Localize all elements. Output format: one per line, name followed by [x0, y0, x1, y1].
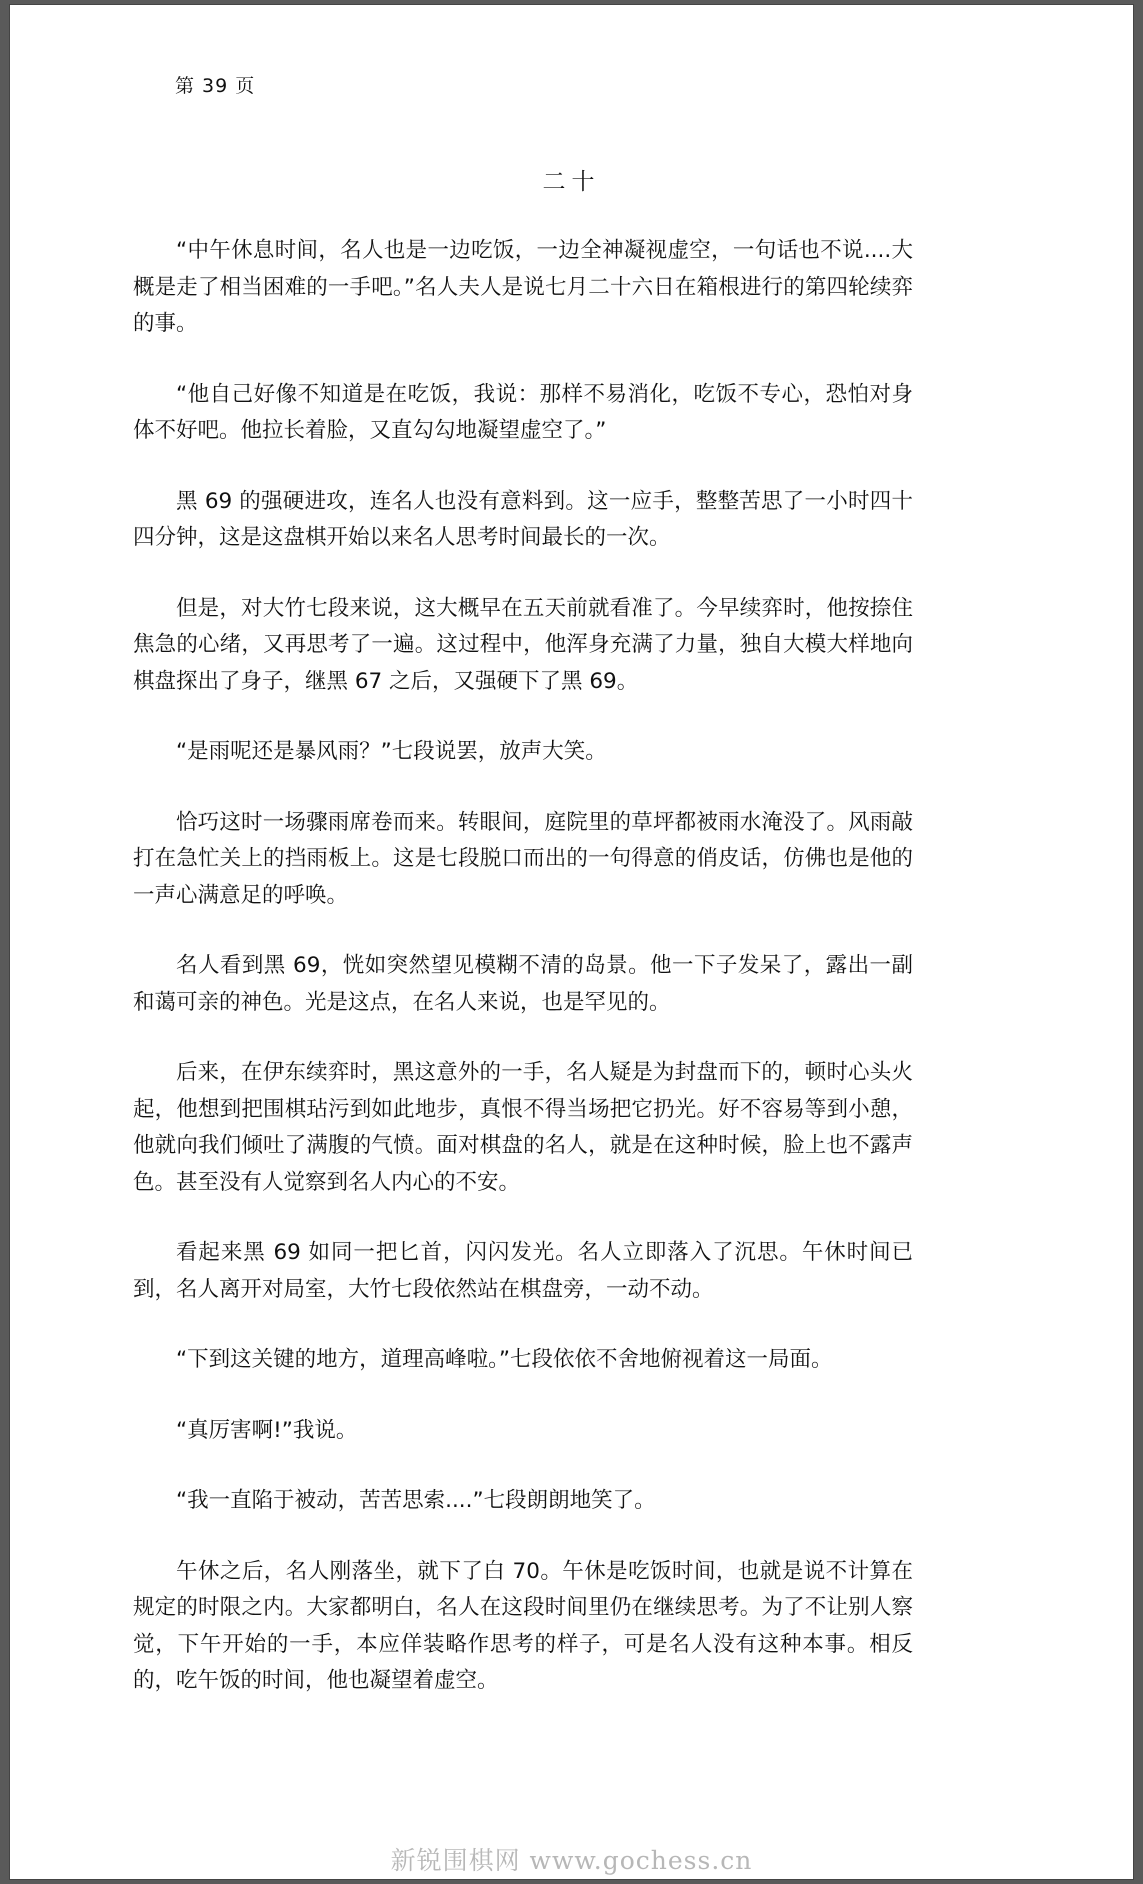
paragraph: 看起来黑 69 如同一把匕首，闪闪发光。名人立即落入了沉思。午休时间已到，名人离开对局室，大竹七段依然站在棋盘旁，一动不动。 — [133, 1240, 913, 1302]
paragraph: 午休之后，名人刚落坐，就下了白 70。午休是吃饭时间，也就是说不计算在规定的时限之内。大家都明白，名人在这段时间里仍在继续思考。为了不让别人察觉，下午开始的一手，本应佯装略作思考的样子，可是名人没有这种本事。相反的，吃午饭的时间，他也凝望着虚空。 — [133, 1558, 913, 1693]
paragraph: 但是，对大竹七段来说，这大概早在五天前就看准了。今早续弈时，他按捺住焦急的心绪，又再思考了一遍。这过程中，他浑身充满了力量，独自大模大样地向棋盘探出了身子，继黑 67 之后，又强硬下了黑 69。 — [133, 595, 913, 694]
paragraph: 恰巧这时一场骤雨席卷而来。转眼间，庭院里的草坪都被雨水淹没了。风雨敲打在急忙关上的挡雨板上。这是七段脱口而出的一句得意的俏皮话，仿佛也是他的一声心满意足的呼唤。 — [133, 809, 913, 908]
paragraph: “下到这关键的地方，道理高峰啦。”七段依依不舍地俯视着这一局面。 — [176, 1347, 833, 1372]
body-text — [133, 233, 913, 1734]
document-page — [10, 5, 1133, 1879]
paragraph: “中午休息时间，名人也是一边吃饭，一边全神凝视虚空，一句话也不说....大概是走了相当困难的一手吧。”名人夫人是说七月二十六日在箱根进行的第四轮续弈的事。 — [133, 238, 913, 336]
paragraph: “我一直陷于被动，苦苦思索....”七段朗朗地笑了。 — [176, 1488, 656, 1513]
paragraph: 名人看到黑 69，恍如突然望见模糊不清的岛景。他一下子发呆了，露出一副和蔼可亲的神色。光是这点，在名人来说，也是罕见的。 — [133, 953, 913, 1015]
paragraph: 后来，在伊东续弈时，黑这意外的一手，名人疑是为封盘而下的，顿时心头火起，他想到把围棋玷污到如此地步，真恨不得当场把它扔光。好不容易等到小憩，他就向我们倾吐了满腹的气愤。面对棋盘的名人，就是在这种时候，脸上也不露声色。甚至没有人觉察到名人内心的不安。 — [133, 1060, 913, 1195]
paragraph: “他自己好像不知道是在吃饭，我说：那样不易消化，吃饭不专心，恐怕对身体不好吧。他拉长着脸，又直勾勾地凝望虚空了。” — [133, 381, 913, 443]
page-number: 第 39 页 — [175, 75, 256, 97]
chapter-title: 二十 — [542, 169, 601, 195]
footer-watermark: 新锐围棋网 www.gochess.cn — [390, 1846, 753, 1875]
paragraph: “真厉害啊!”我说。 — [176, 1417, 358, 1443]
paragraph: “是雨呢还是暴风雨？”七段说罢，放声大笑。 — [176, 739, 607, 764]
paragraph: 黑 69 的强硬进攻，连名人也没有意料到。这一应手，整整苦思了一小时四十四分钟，这是这盘棋开始以来名人思考时间最长的一次。 — [133, 488, 913, 550]
